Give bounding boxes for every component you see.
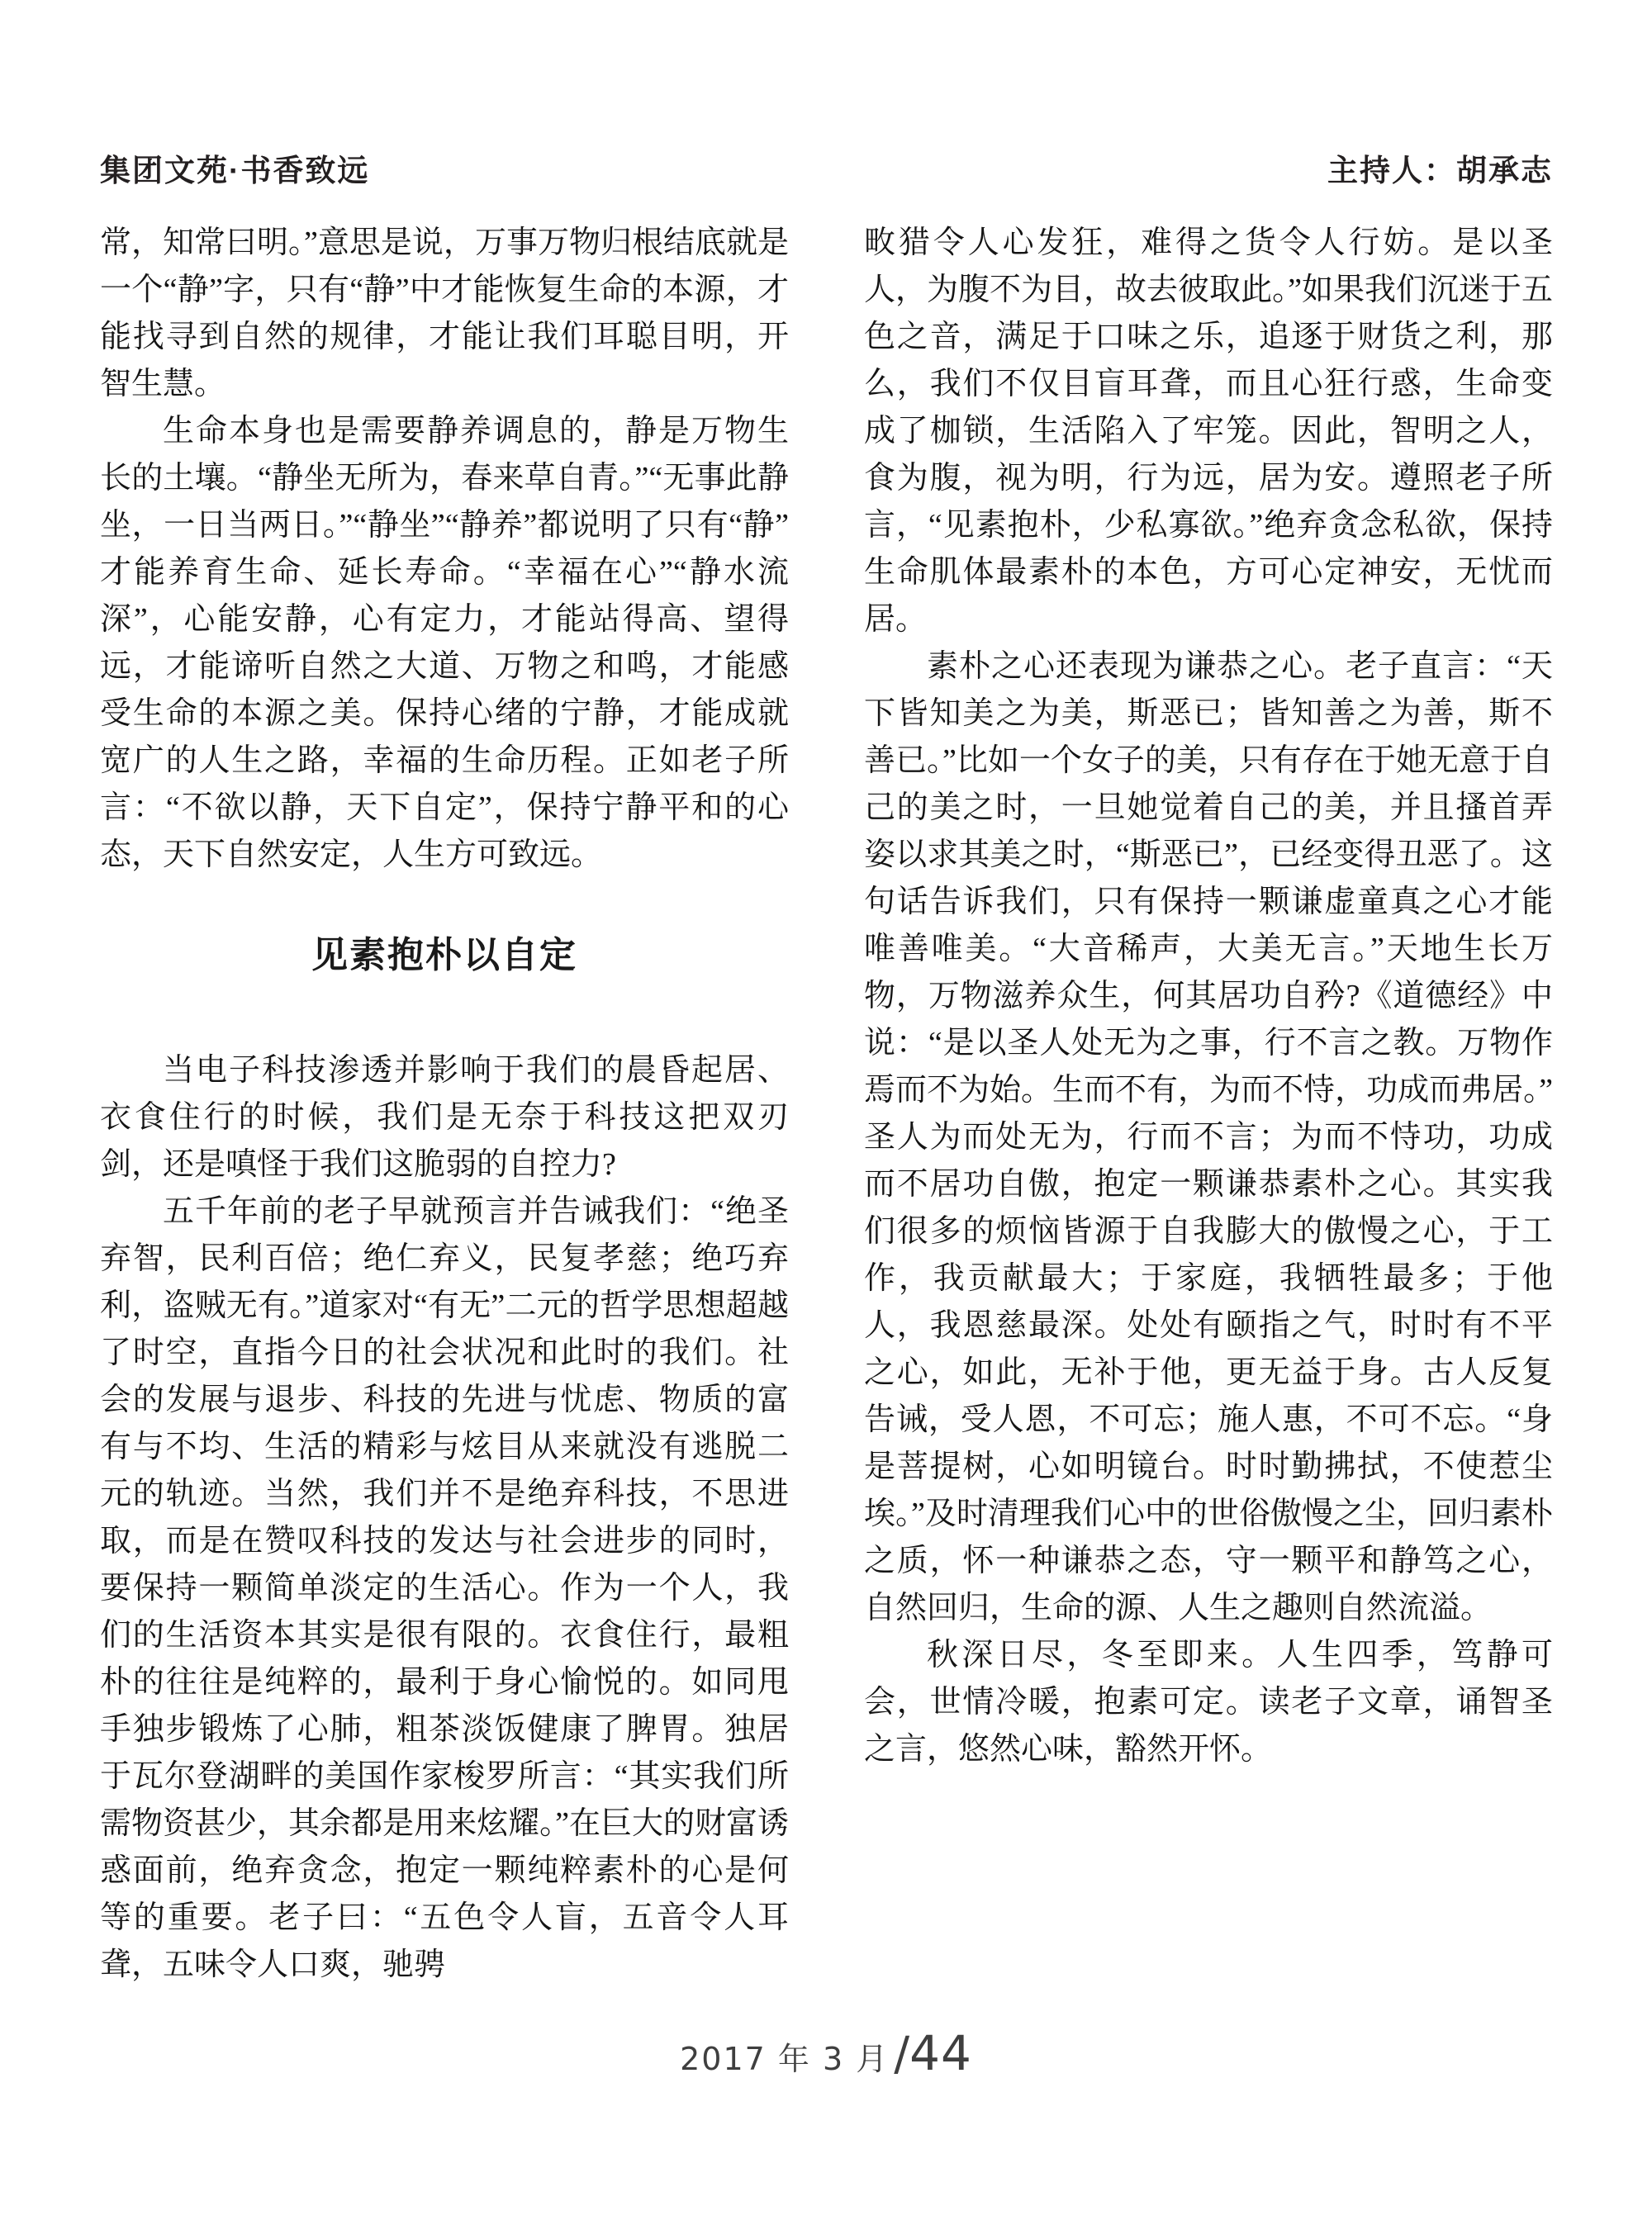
paragraph: 秋深日尽，冬至即来。人生四季，笃静可会，世情冷暖，抱素可定。读老子文章，诵智圣之言，悠然心味，豁然开怀。 [864, 1638, 1553, 1767]
paragraph: 生命本身也是需要静养调息的，静是万物生长的土壤。“静坐无所为，春来草自青。”“无事此静坐，一日当两日。”“静坐”“静养”都说明了只有“静”才能养育生命、延长寿命。“幸福在心”“静水流深”，心能安静，心有定力，才能站得高、望得远，才能谛听自然之大道、万物之和鸣，才能感受生命的本源之美。保持心绪的宁静，才能成就宽广的人生之路，幸福的生命历程。正如老子所言：“不欲以静，天下自定”，保持宁静平和的心态，天下自然安定，人生方可致远。 [100, 414, 789, 872]
paragraph: 五千年前的老子早就预言并告诫我们：“绝圣弃智，民利百倍；绝仁弃义，民复孝慈；绝巧弃利，盗贼无有。”道家对“有无”二元的哲学思想超越了时空，直指今日的社会状况和此时的我们。社会的发展与退步、科技的先进与忧虑、物质的富有与不均、生活的精彩与炫目从来就没有逃脱二元的轨迹。当然，我们并不是绝弃科技，不思进取，而是在赞叹科技的发达与社会进步的同时，要保持一颗简单淡定的生活心。作为一个人，我们的生活资本其实是很有限的。衣食住行，最粗朴的往往是纯粹的，最利于身心愉悦的。如同甩手独步锻炼了心肺，粗茶淡饭健康了脾胃。独居于瓦尔登湖畔的美国作家梭罗所言：“其实我们所需物资甚少，其余都是用来炫耀。”在巨大的财富诱惑面前，绝弃贪念，抱定一颗纯粹素朴的心是何等的重要。老子曰：“五色令人盲，五音令人耳聋，五味令人口爽，驰骋 [100, 1194, 789, 1982]
issue-date: 2017 年 3 月 [680, 2041, 890, 2077]
left-text-column [100, 220, 789, 1989]
running-head-host: 主持人：胡承志 [1327, 154, 1553, 187]
paragraph-continuation: 畋猎令人心发狂，难得之货令人行妨。是以圣人，为腹不为目，故去彼取此。”如果我们沉迷于五色之音，满足于口味之乐，追逐于财货之利，那么，我们不仅目盲耳聋，而且心狂行惑，生命变成了枷锁，生活陷入了牢笼。因此，智明之人，食为腹，视为明，行为远，居为安。遵照老子所言，“见素抱朴，少私寡欲。”绝弃贪念私欲，保持生命肌体最素朴的本色，方可心定神安，无忧而居。 [864, 225, 1553, 637]
paragraph-continuation: 常，知常曰明。”意思是说，万事万物归根结底就是一个“静”字，只有“静”中才能恢复生命的本源，才能找寻到自然的规律，才能让我们耳聪目明，开智生慧。 [100, 225, 789, 401]
page-footer [0, 2025, 1652, 2081]
page-number: 44 [909, 2025, 972, 2081]
right-text-column [864, 220, 1553, 1773]
paragraph: 当电子科技渗透并影响于我们的晨昏起居、衣食住行的时候，我们是无奈于科技这把双刃剑，还是嗔怪于我们这脆弱的自控力? [100, 1053, 789, 1182]
paragraph: 素朴之心还表现为谦恭之心。老子直言：“天下皆知美之为美，斯恶已；皆知善之为善，斯不善已。”比如一个女子的美，只有存在于她无意于自己的美之时，一旦她觉着自己的美，并且搔首弄姿以求其美之时，“斯恶已”，已经变得丑恶了。这句话告诉我们，只有保持一颗谦虚童真之心才能唯善唯美。“大音稀声，大美无言。”天地生长万物，万物滋养众生，何其居功自矜?《道德经》中说：“是以圣人处无为之事，行不言之教。万物作焉而不为始。生而不有，为而不恃，功成而弗居。”圣人为而处无为，行而不言；为而不恃功，功成而不居功自傲，抱定一颗谦恭素朴之心。其实我们很多的烦恼皆源于自我膨大的傲慢之心，于工作，我贡献最大；于家庭，我牺牲最多；于他人，我恩慈最深。处处有颐指之气，时时有不平之心，如此，无补于他，更无益于身。古人反复告诫，受人恩，不可忘；施人惠，不可不忘。“身是菩提树，心如明镜台。时时勤拂拭，不使惹尘埃。”及时清理我们心中的世俗傲慢之尘，回归素朴之质，怀一种谦恭之态，守一颗平和静笃之心，自然回归，生命的源、人生之趣则自然流溢。 [864, 649, 1553, 1625]
running-head-column-title: 集团文苑·书香致远 [100, 154, 370, 187]
footer-slash: / [894, 2028, 910, 2081]
section-heading: 见素抱朴以自定 [311, 935, 577, 975]
